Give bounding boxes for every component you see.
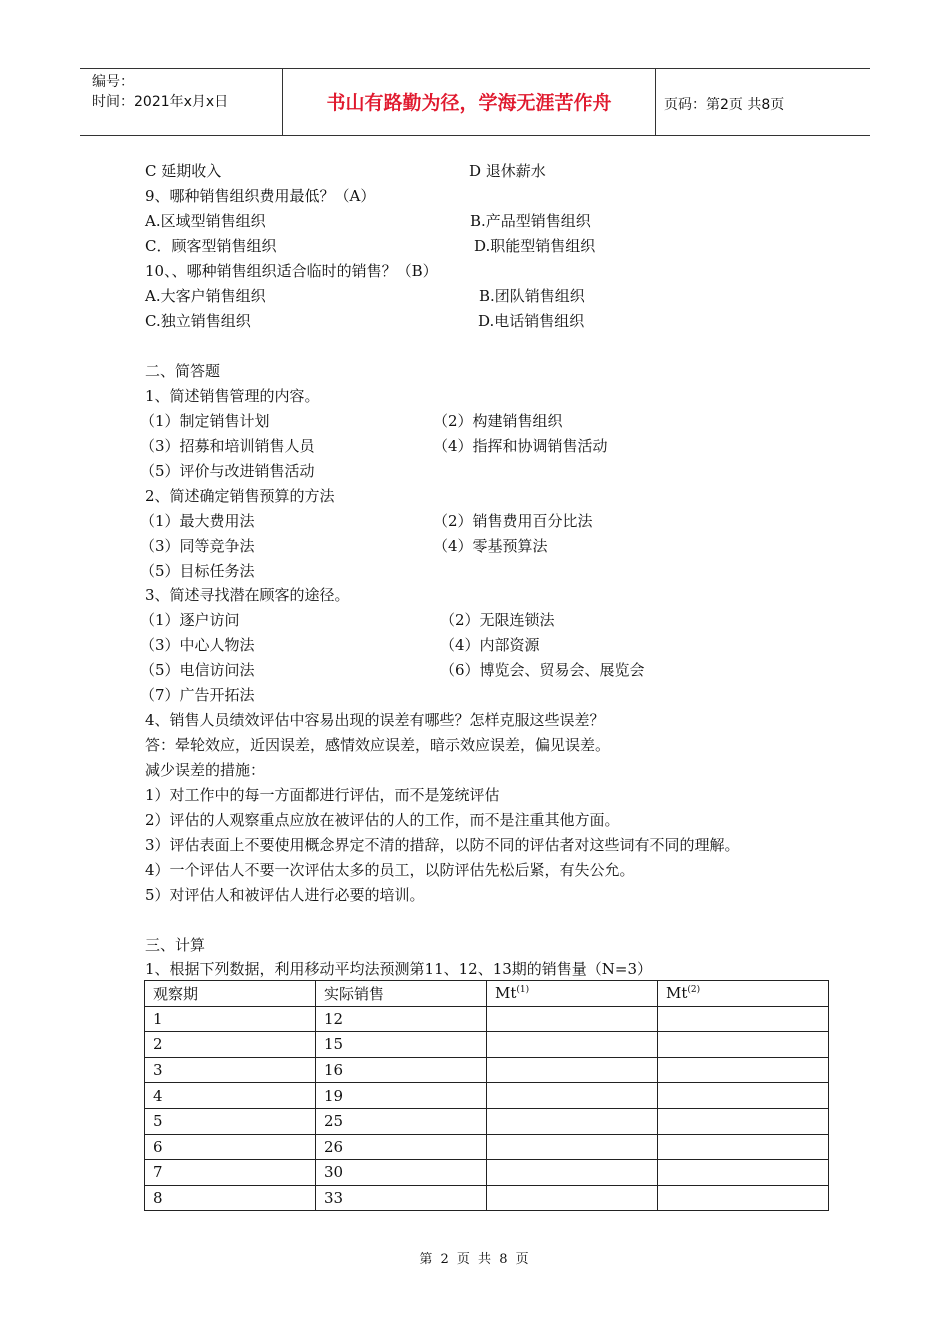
table-cell: [658, 1160, 829, 1186]
table-cell: 2: [145, 1032, 316, 1058]
table-header-cell: [658, 981, 829, 1007]
table-cell: [487, 1032, 658, 1058]
s2-q3-item: （4）内部资源: [440, 636, 540, 654]
s2-q3-item: （6）博览会、贸易会、展览会: [440, 661, 645, 679]
table-cell: 26: [316, 1134, 487, 1160]
table-header-cell: 观察期: [145, 981, 316, 1007]
moving-average-table: [144, 980, 829, 1211]
s2-q4-measure: 2）评估的人观察重点应放在被评估的人的工作，而不是注重其他方面。: [145, 811, 620, 829]
s2-q2: 2、简述确定销售预算的方法: [145, 487, 335, 505]
section2-title: 二、简答题: [145, 362, 221, 380]
header-meta: [92, 72, 228, 112]
table-cell: [487, 1185, 658, 1211]
s2-q2-item: （3）同等竞争法: [140, 537, 255, 555]
q9-option-b: B.产品型销售组织: [470, 212, 591, 230]
table-header-cell: [487, 981, 658, 1007]
table-cell: [658, 1006, 829, 1032]
q8-option-c: C 延期收入: [145, 162, 222, 180]
page-footer: 第 2 页 共 8 页: [419, 1252, 531, 1267]
q10-option-b: B.团队销售组织: [479, 287, 585, 305]
q9-option-c: C．顾客型销售组织: [145, 237, 277, 255]
table-cell: 7: [145, 1160, 316, 1186]
table-row: [145, 1006, 829, 1032]
s3-q1: 1、根据下列数据，利用移动平均法预测第11、12、13期的销售量（N=3）: [145, 960, 653, 978]
table-cell: [658, 1134, 829, 1160]
q9-option-a: A.区域型销售组织: [145, 212, 266, 230]
table-cell: [658, 1032, 829, 1058]
s2-q2-item: （5）目标任务法: [140, 562, 255, 580]
s2-q4-answer: 答：晕轮效应，近因误差，感情效应误差，暗示效应误差，偏见误差。: [145, 736, 611, 754]
q10-question: 10、、哪种销售组织适合临时的销售？（B）: [145, 262, 438, 280]
s2-q3-item: （2）无限连锁法: [440, 611, 555, 629]
q10-option-d: D.电话销售组织: [478, 312, 585, 330]
q10-option-c: C.独立销售组织: [145, 312, 251, 330]
s2-q3-item: （7）广告开拓法: [140, 686, 255, 704]
header-divider-right: [655, 68, 656, 136]
table-cell: [487, 1083, 658, 1109]
table-cell: 30: [316, 1160, 487, 1186]
header-top-rule: [80, 68, 870, 69]
table-cell: 4: [145, 1083, 316, 1109]
table-cell: 33: [316, 1185, 487, 1211]
table-row: [145, 1160, 829, 1186]
s2-q4-measure: 3）评估表面上不要使用概念界定不清的措辞，以防不同的评估者对这些词有不同的理解。: [145, 836, 740, 854]
s2-q4-measure: 1）对工作中的每一方面都进行评估，而不是笼统评估: [145, 786, 500, 804]
table-cell: 6: [145, 1134, 316, 1160]
s2-q4: 4、销售人员绩效评估中容易出现的误差有哪些？怎样克服这些误差？: [145, 711, 605, 729]
s2-q3-item: （3）中心人物法: [140, 636, 255, 654]
table-cell: [658, 1185, 829, 1211]
table-cell: [658, 1108, 829, 1134]
s2-q4-measures-title: 减少误差的措施：: [145, 761, 266, 779]
s2-q3: 3、简述寻找潜在顾客的途径。: [145, 586, 350, 604]
table-cell: [487, 1057, 658, 1083]
table-cell: 5: [145, 1108, 316, 1134]
s2-q1-item: （1）制定销售计划: [140, 412, 270, 430]
q8-option-d: D 退休薪水: [469, 162, 546, 180]
table-header-row: [145, 981, 829, 1007]
table-cell: 15: [316, 1032, 487, 1058]
table-row: [145, 1032, 829, 1058]
s2-q1-item: （3）招募和培训销售人员: [140, 437, 315, 455]
table-cell: 3: [145, 1057, 316, 1083]
s2-q4-measure: 5）对评估人和被评估人进行必要的培训。: [145, 886, 425, 904]
s2-q2-item: （1）最大费用法: [140, 512, 255, 530]
header-page-label: 页码：第2页 共8页: [664, 97, 785, 113]
s2-q3-item: （1）逐户访问: [140, 611, 240, 629]
table-cell: [487, 1006, 658, 1032]
table-row: [145, 1083, 829, 1109]
q9-question: 9、哪种销售组织费用最低？（A）: [145, 187, 376, 205]
q10-option-a: A.大客户销售组织: [145, 287, 266, 305]
s2-q1-item: （2）构建销售组织: [433, 412, 563, 430]
s2-q2-item: （4）零基预算法: [433, 537, 548, 555]
table-row: [145, 1057, 829, 1083]
table-header-cell: 实际销售: [316, 981, 487, 1007]
table-cell: [487, 1134, 658, 1160]
table-cell: 8: [145, 1185, 316, 1211]
header-bottom-rule: [80, 135, 870, 136]
code-label: 编号：: [92, 74, 134, 90]
s2-q1-item: （4）指挥和协调销售活动: [433, 437, 608, 455]
header-motto: 书山有路勤为径，学海无涯苦作舟: [326, 92, 612, 114]
table-cell: [487, 1160, 658, 1186]
s2-q2-item: （2）销售费用百分比法: [433, 512, 593, 530]
q9-option-d: D.职能型销售组织: [474, 237, 596, 255]
s2-q1: 1、简述销售管理的内容。: [145, 387, 320, 405]
s2-q3-item: （5）电信访问法: [140, 661, 255, 679]
table-cell: 16: [316, 1057, 487, 1083]
table-cell: 25: [316, 1108, 487, 1134]
table-cell: [658, 1057, 829, 1083]
table-cell: [658, 1083, 829, 1109]
mt2-sup: (2): [687, 985, 701, 996]
section3-title: 三、计算: [145, 936, 206, 954]
table-row: [145, 1108, 829, 1134]
s2-q1-item: （5）评价与改进销售活动: [140, 462, 315, 480]
mt1-label: Mt: [495, 984, 517, 1003]
mt2-label: Mt: [666, 984, 688, 1003]
s2-q4-measure: 4）一个评估人不要一次评估太多的员工，以防评估先松后紧，有失公允。: [145, 861, 635, 879]
table-cell: 12: [316, 1006, 487, 1032]
mt1-sup: (1): [516, 985, 530, 996]
time-label: 时间：2021年x月x日: [92, 94, 229, 110]
table-cell: 1: [145, 1006, 316, 1032]
table-row: [145, 1134, 829, 1160]
table-cell: 19: [316, 1083, 487, 1109]
table-cell: [487, 1108, 658, 1134]
table-row: [145, 1185, 829, 1211]
